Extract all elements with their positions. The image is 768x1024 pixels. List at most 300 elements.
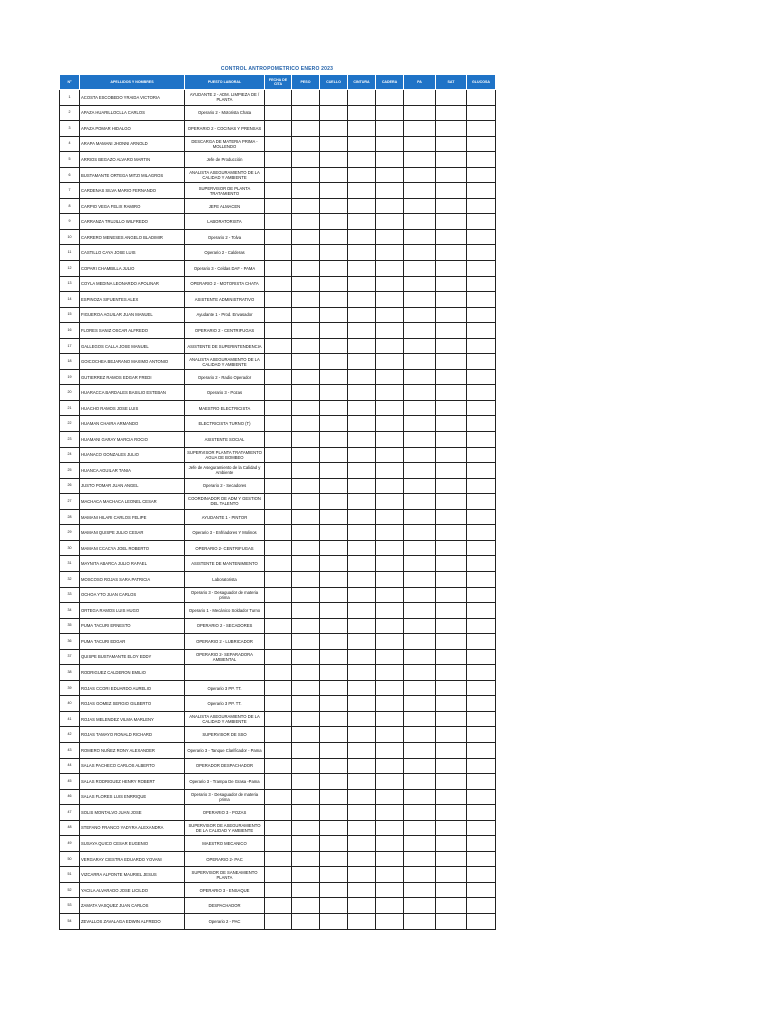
appointment-date-cell[interactable] bbox=[265, 509, 292, 525]
neck-cell[interactable] bbox=[320, 121, 348, 137]
weight-cell[interactable] bbox=[292, 805, 320, 821]
blood-pressure-cell[interactable] bbox=[404, 665, 436, 681]
glucose-cell[interactable] bbox=[467, 540, 496, 556]
saturation-cell[interactable] bbox=[436, 711, 467, 727]
saturation-cell[interactable] bbox=[436, 478, 467, 494]
waist-cell[interactable] bbox=[348, 882, 376, 898]
neck-cell[interactable] bbox=[320, 603, 348, 619]
neck-cell[interactable] bbox=[320, 789, 348, 805]
neck-cell[interactable] bbox=[320, 649, 348, 665]
waist-cell[interactable] bbox=[348, 90, 376, 106]
weight-cell[interactable] bbox=[292, 494, 320, 510]
weight-cell[interactable] bbox=[292, 696, 320, 712]
saturation-cell[interactable] bbox=[436, 229, 467, 245]
neck-cell[interactable] bbox=[320, 540, 348, 556]
hip-cell[interactable] bbox=[376, 540, 404, 556]
waist-cell[interactable] bbox=[348, 198, 376, 214]
neck-cell[interactable] bbox=[320, 587, 348, 603]
saturation-cell[interactable] bbox=[436, 198, 467, 214]
neck-cell[interactable] bbox=[320, 882, 348, 898]
waist-cell[interactable] bbox=[348, 805, 376, 821]
saturation-cell[interactable] bbox=[436, 167, 467, 183]
hip-cell[interactable] bbox=[376, 276, 404, 292]
neck-cell[interactable] bbox=[320, 307, 348, 323]
blood-pressure-cell[interactable] bbox=[404, 354, 436, 370]
waist-cell[interactable] bbox=[348, 836, 376, 852]
neck-cell[interactable] bbox=[320, 556, 348, 572]
neck-cell[interactable] bbox=[320, 898, 348, 914]
weight-cell[interactable] bbox=[292, 478, 320, 494]
saturation-cell[interactable] bbox=[436, 276, 467, 292]
glucose-cell[interactable] bbox=[467, 261, 496, 277]
glucose-cell[interactable] bbox=[467, 680, 496, 696]
weight-cell[interactable] bbox=[292, 385, 320, 401]
saturation-cell[interactable] bbox=[436, 913, 467, 929]
hip-cell[interactable] bbox=[376, 680, 404, 696]
hip-cell[interactable] bbox=[376, 261, 404, 277]
glucose-cell[interactable] bbox=[467, 603, 496, 619]
neck-cell[interactable] bbox=[320, 214, 348, 230]
weight-cell[interactable] bbox=[292, 789, 320, 805]
blood-pressure-cell[interactable] bbox=[404, 276, 436, 292]
hip-cell[interactable] bbox=[376, 882, 404, 898]
hip-cell[interactable] bbox=[376, 618, 404, 634]
glucose-cell[interactable] bbox=[467, 836, 496, 852]
waist-cell[interactable] bbox=[348, 603, 376, 619]
neck-cell[interactable] bbox=[320, 90, 348, 106]
neck-cell[interactable] bbox=[320, 494, 348, 510]
waist-cell[interactable] bbox=[348, 571, 376, 587]
hip-cell[interactable] bbox=[376, 851, 404, 867]
glucose-cell[interactable] bbox=[467, 432, 496, 448]
waist-cell[interactable] bbox=[348, 789, 376, 805]
neck-cell[interactable] bbox=[320, 354, 348, 370]
appointment-date-cell[interactable] bbox=[265, 727, 292, 743]
saturation-cell[interactable] bbox=[436, 105, 467, 121]
neck-cell[interactable] bbox=[320, 805, 348, 821]
waist-cell[interactable] bbox=[348, 432, 376, 448]
glucose-cell[interactable] bbox=[467, 758, 496, 774]
appointment-date-cell[interactable] bbox=[265, 198, 292, 214]
waist-cell[interactable] bbox=[348, 649, 376, 665]
appointment-date-cell[interactable] bbox=[265, 463, 292, 479]
appointment-date-cell[interactable] bbox=[265, 649, 292, 665]
glucose-cell[interactable] bbox=[467, 323, 496, 339]
glucose-cell[interactable] bbox=[467, 696, 496, 712]
waist-cell[interactable] bbox=[348, 758, 376, 774]
appointment-date-cell[interactable] bbox=[265, 913, 292, 929]
hip-cell[interactable] bbox=[376, 229, 404, 245]
hip-cell[interactable] bbox=[376, 758, 404, 774]
waist-cell[interactable] bbox=[348, 898, 376, 914]
neck-cell[interactable] bbox=[320, 665, 348, 681]
glucose-cell[interactable] bbox=[467, 742, 496, 758]
hip-cell[interactable] bbox=[376, 571, 404, 587]
hip-cell[interactable] bbox=[376, 292, 404, 308]
saturation-cell[interactable] bbox=[436, 245, 467, 261]
waist-cell[interactable] bbox=[348, 307, 376, 323]
hip-cell[interactable] bbox=[376, 478, 404, 494]
weight-cell[interactable] bbox=[292, 649, 320, 665]
hip-cell[interactable] bbox=[376, 696, 404, 712]
saturation-cell[interactable] bbox=[436, 525, 467, 541]
appointment-date-cell[interactable] bbox=[265, 665, 292, 681]
hip-cell[interactable] bbox=[376, 509, 404, 525]
weight-cell[interactable] bbox=[292, 214, 320, 230]
blood-pressure-cell[interactable] bbox=[404, 680, 436, 696]
neck-cell[interactable] bbox=[320, 913, 348, 929]
saturation-cell[interactable] bbox=[436, 183, 467, 199]
saturation-cell[interactable] bbox=[436, 851, 467, 867]
glucose-cell[interactable] bbox=[467, 774, 496, 790]
blood-pressure-cell[interactable] bbox=[404, 571, 436, 587]
weight-cell[interactable] bbox=[292, 571, 320, 587]
weight-cell[interactable] bbox=[292, 836, 320, 852]
weight-cell[interactable] bbox=[292, 634, 320, 650]
saturation-cell[interactable] bbox=[436, 898, 467, 914]
waist-cell[interactable] bbox=[348, 338, 376, 354]
blood-pressure-cell[interactable] bbox=[404, 882, 436, 898]
blood-pressure-cell[interactable] bbox=[404, 805, 436, 821]
neck-cell[interactable] bbox=[320, 276, 348, 292]
weight-cell[interactable] bbox=[292, 183, 320, 199]
neck-cell[interactable] bbox=[320, 618, 348, 634]
saturation-cell[interactable] bbox=[436, 571, 467, 587]
appointment-date-cell[interactable] bbox=[265, 214, 292, 230]
weight-cell[interactable] bbox=[292, 556, 320, 572]
appointment-date-cell[interactable] bbox=[265, 136, 292, 152]
glucose-cell[interactable] bbox=[467, 820, 496, 836]
glucose-cell[interactable] bbox=[467, 369, 496, 385]
saturation-cell[interactable] bbox=[436, 867, 467, 883]
appointment-date-cell[interactable] bbox=[265, 618, 292, 634]
saturation-cell[interactable] bbox=[436, 556, 467, 572]
waist-cell[interactable] bbox=[348, 478, 376, 494]
hip-cell[interactable] bbox=[376, 774, 404, 790]
weight-cell[interactable] bbox=[292, 307, 320, 323]
blood-pressure-cell[interactable] bbox=[404, 416, 436, 432]
hip-cell[interactable] bbox=[376, 711, 404, 727]
hip-cell[interactable] bbox=[376, 245, 404, 261]
appointment-date-cell[interactable] bbox=[265, 338, 292, 354]
weight-cell[interactable] bbox=[292, 167, 320, 183]
saturation-cell[interactable] bbox=[436, 261, 467, 277]
hip-cell[interactable] bbox=[376, 742, 404, 758]
neck-cell[interactable] bbox=[320, 774, 348, 790]
hip-cell[interactable] bbox=[376, 913, 404, 929]
saturation-cell[interactable] bbox=[436, 727, 467, 743]
blood-pressure-cell[interactable] bbox=[404, 167, 436, 183]
weight-cell[interactable] bbox=[292, 400, 320, 416]
blood-pressure-cell[interactable] bbox=[404, 323, 436, 339]
neck-cell[interactable] bbox=[320, 136, 348, 152]
neck-cell[interactable] bbox=[320, 867, 348, 883]
glucose-cell[interactable] bbox=[467, 385, 496, 401]
appointment-date-cell[interactable] bbox=[265, 432, 292, 448]
weight-cell[interactable] bbox=[292, 680, 320, 696]
glucose-cell[interactable] bbox=[467, 898, 496, 914]
blood-pressure-cell[interactable] bbox=[404, 540, 436, 556]
saturation-cell[interactable] bbox=[436, 603, 467, 619]
waist-cell[interactable] bbox=[348, 494, 376, 510]
waist-cell[interactable] bbox=[348, 509, 376, 525]
blood-pressure-cell[interactable] bbox=[404, 121, 436, 137]
waist-cell[interactable] bbox=[348, 587, 376, 603]
blood-pressure-cell[interactable] bbox=[404, 245, 436, 261]
neck-cell[interactable] bbox=[320, 432, 348, 448]
hip-cell[interactable] bbox=[376, 152, 404, 168]
saturation-cell[interactable] bbox=[436, 447, 467, 463]
saturation-cell[interactable] bbox=[436, 742, 467, 758]
appointment-date-cell[interactable] bbox=[265, 245, 292, 261]
weight-cell[interactable] bbox=[292, 447, 320, 463]
saturation-cell[interactable] bbox=[436, 836, 467, 852]
blood-pressure-cell[interactable] bbox=[404, 509, 436, 525]
appointment-date-cell[interactable] bbox=[265, 525, 292, 541]
saturation-cell[interactable] bbox=[436, 136, 467, 152]
hip-cell[interactable] bbox=[376, 447, 404, 463]
glucose-cell[interactable] bbox=[467, 665, 496, 681]
waist-cell[interactable] bbox=[348, 354, 376, 370]
weight-cell[interactable] bbox=[292, 229, 320, 245]
weight-cell[interactable] bbox=[292, 774, 320, 790]
glucose-cell[interactable] bbox=[467, 400, 496, 416]
waist-cell[interactable] bbox=[348, 276, 376, 292]
waist-cell[interactable] bbox=[348, 245, 376, 261]
weight-cell[interactable] bbox=[292, 882, 320, 898]
blood-pressure-cell[interactable] bbox=[404, 478, 436, 494]
neck-cell[interactable] bbox=[320, 245, 348, 261]
appointment-date-cell[interactable] bbox=[265, 680, 292, 696]
glucose-cell[interactable] bbox=[467, 229, 496, 245]
neck-cell[interactable] bbox=[320, 323, 348, 339]
hip-cell[interactable] bbox=[376, 587, 404, 603]
waist-cell[interactable] bbox=[348, 727, 376, 743]
weight-cell[interactable] bbox=[292, 851, 320, 867]
appointment-date-cell[interactable] bbox=[265, 400, 292, 416]
appointment-date-cell[interactable] bbox=[265, 478, 292, 494]
glucose-cell[interactable] bbox=[467, 913, 496, 929]
neck-cell[interactable] bbox=[320, 634, 348, 650]
glucose-cell[interactable] bbox=[467, 867, 496, 883]
glucose-cell[interactable] bbox=[467, 478, 496, 494]
hip-cell[interactable] bbox=[376, 121, 404, 137]
weight-cell[interactable] bbox=[292, 525, 320, 541]
saturation-cell[interactable] bbox=[436, 634, 467, 650]
waist-cell[interactable] bbox=[348, 136, 376, 152]
saturation-cell[interactable] bbox=[436, 805, 467, 821]
saturation-cell[interactable] bbox=[436, 758, 467, 774]
appointment-date-cell[interactable] bbox=[265, 882, 292, 898]
neck-cell[interactable] bbox=[320, 680, 348, 696]
blood-pressure-cell[interactable] bbox=[404, 90, 436, 106]
hip-cell[interactable] bbox=[376, 167, 404, 183]
neck-cell[interactable] bbox=[320, 509, 348, 525]
appointment-date-cell[interactable] bbox=[265, 603, 292, 619]
glucose-cell[interactable] bbox=[467, 292, 496, 308]
blood-pressure-cell[interactable] bbox=[404, 727, 436, 743]
hip-cell[interactable] bbox=[376, 90, 404, 106]
hip-cell[interactable] bbox=[376, 556, 404, 572]
neck-cell[interactable] bbox=[320, 369, 348, 385]
waist-cell[interactable] bbox=[348, 525, 376, 541]
appointment-date-cell[interactable] bbox=[265, 758, 292, 774]
appointment-date-cell[interactable] bbox=[265, 587, 292, 603]
hip-cell[interactable] bbox=[376, 634, 404, 650]
weight-cell[interactable] bbox=[292, 509, 320, 525]
weight-cell[interactable] bbox=[292, 727, 320, 743]
weight-cell[interactable] bbox=[292, 292, 320, 308]
appointment-date-cell[interactable] bbox=[265, 105, 292, 121]
hip-cell[interactable] bbox=[376, 198, 404, 214]
blood-pressure-cell[interactable] bbox=[404, 338, 436, 354]
weight-cell[interactable] bbox=[292, 432, 320, 448]
glucose-cell[interactable] bbox=[467, 354, 496, 370]
weight-cell[interactable] bbox=[292, 152, 320, 168]
weight-cell[interactable] bbox=[292, 758, 320, 774]
weight-cell[interactable] bbox=[292, 742, 320, 758]
hip-cell[interactable] bbox=[376, 105, 404, 121]
glucose-cell[interactable] bbox=[467, 307, 496, 323]
neck-cell[interactable] bbox=[320, 385, 348, 401]
appointment-date-cell[interactable] bbox=[265, 261, 292, 277]
saturation-cell[interactable] bbox=[436, 323, 467, 339]
glucose-cell[interactable] bbox=[467, 571, 496, 587]
saturation-cell[interactable] bbox=[436, 416, 467, 432]
glucose-cell[interactable] bbox=[467, 245, 496, 261]
appointment-date-cell[interactable] bbox=[265, 307, 292, 323]
saturation-cell[interactable] bbox=[436, 400, 467, 416]
weight-cell[interactable] bbox=[292, 820, 320, 836]
appointment-date-cell[interactable] bbox=[265, 183, 292, 199]
weight-cell[interactable] bbox=[292, 618, 320, 634]
saturation-cell[interactable] bbox=[436, 463, 467, 479]
saturation-cell[interactable] bbox=[436, 820, 467, 836]
waist-cell[interactable] bbox=[348, 463, 376, 479]
waist-cell[interactable] bbox=[348, 851, 376, 867]
appointment-date-cell[interactable] bbox=[265, 789, 292, 805]
blood-pressure-cell[interactable] bbox=[404, 432, 436, 448]
appointment-date-cell[interactable] bbox=[265, 711, 292, 727]
blood-pressure-cell[interactable] bbox=[404, 307, 436, 323]
neck-cell[interactable] bbox=[320, 836, 348, 852]
glucose-cell[interactable] bbox=[467, 494, 496, 510]
waist-cell[interactable] bbox=[348, 369, 376, 385]
waist-cell[interactable] bbox=[348, 618, 376, 634]
saturation-cell[interactable] bbox=[436, 354, 467, 370]
neck-cell[interactable] bbox=[320, 758, 348, 774]
glucose-cell[interactable] bbox=[467, 649, 496, 665]
waist-cell[interactable] bbox=[348, 711, 376, 727]
appointment-date-cell[interactable] bbox=[265, 742, 292, 758]
saturation-cell[interactable] bbox=[436, 307, 467, 323]
saturation-cell[interactable] bbox=[436, 369, 467, 385]
appointment-date-cell[interactable] bbox=[265, 354, 292, 370]
waist-cell[interactable] bbox=[348, 634, 376, 650]
blood-pressure-cell[interactable] bbox=[404, 556, 436, 572]
blood-pressure-cell[interactable] bbox=[404, 913, 436, 929]
waist-cell[interactable] bbox=[348, 323, 376, 339]
glucose-cell[interactable] bbox=[467, 136, 496, 152]
waist-cell[interactable] bbox=[348, 416, 376, 432]
hip-cell[interactable] bbox=[376, 649, 404, 665]
appointment-date-cell[interactable] bbox=[265, 121, 292, 137]
appointment-date-cell[interactable] bbox=[265, 276, 292, 292]
appointment-date-cell[interactable] bbox=[265, 634, 292, 650]
waist-cell[interactable] bbox=[348, 105, 376, 121]
blood-pressure-cell[interactable] bbox=[404, 136, 436, 152]
waist-cell[interactable] bbox=[348, 680, 376, 696]
appointment-date-cell[interactable] bbox=[265, 292, 292, 308]
appointment-date-cell[interactable] bbox=[265, 385, 292, 401]
blood-pressure-cell[interactable] bbox=[404, 587, 436, 603]
appointment-date-cell[interactable] bbox=[265, 696, 292, 712]
hip-cell[interactable] bbox=[376, 665, 404, 681]
weight-cell[interactable] bbox=[292, 245, 320, 261]
neck-cell[interactable] bbox=[320, 463, 348, 479]
weight-cell[interactable] bbox=[292, 540, 320, 556]
appointment-date-cell[interactable] bbox=[265, 494, 292, 510]
appointment-date-cell[interactable] bbox=[265, 556, 292, 572]
glucose-cell[interactable] bbox=[467, 105, 496, 121]
blood-pressure-cell[interactable] bbox=[404, 214, 436, 230]
weight-cell[interactable] bbox=[292, 898, 320, 914]
waist-cell[interactable] bbox=[348, 385, 376, 401]
saturation-cell[interactable] bbox=[436, 789, 467, 805]
neck-cell[interactable] bbox=[320, 447, 348, 463]
glucose-cell[interactable] bbox=[467, 338, 496, 354]
neck-cell[interactable] bbox=[320, 261, 348, 277]
saturation-cell[interactable] bbox=[436, 292, 467, 308]
neck-cell[interactable] bbox=[320, 478, 348, 494]
hip-cell[interactable] bbox=[376, 789, 404, 805]
blood-pressure-cell[interactable] bbox=[404, 105, 436, 121]
saturation-cell[interactable] bbox=[436, 509, 467, 525]
hip-cell[interactable] bbox=[376, 898, 404, 914]
blood-pressure-cell[interactable] bbox=[404, 183, 436, 199]
waist-cell[interactable] bbox=[348, 400, 376, 416]
appointment-date-cell[interactable] bbox=[265, 447, 292, 463]
glucose-cell[interactable] bbox=[467, 556, 496, 572]
glucose-cell[interactable] bbox=[467, 276, 496, 292]
appointment-date-cell[interactable] bbox=[265, 540, 292, 556]
hip-cell[interactable] bbox=[376, 820, 404, 836]
glucose-cell[interactable] bbox=[467, 882, 496, 898]
hip-cell[interactable] bbox=[376, 385, 404, 401]
weight-cell[interactable] bbox=[292, 711, 320, 727]
hip-cell[interactable] bbox=[376, 338, 404, 354]
neck-cell[interactable] bbox=[320, 742, 348, 758]
glucose-cell[interactable] bbox=[467, 634, 496, 650]
weight-cell[interactable] bbox=[292, 354, 320, 370]
hip-cell[interactable] bbox=[376, 867, 404, 883]
weight-cell[interactable] bbox=[292, 463, 320, 479]
blood-pressure-cell[interactable] bbox=[404, 463, 436, 479]
hip-cell[interactable] bbox=[376, 525, 404, 541]
blood-pressure-cell[interactable] bbox=[404, 494, 436, 510]
blood-pressure-cell[interactable] bbox=[404, 369, 436, 385]
blood-pressure-cell[interactable] bbox=[404, 385, 436, 401]
weight-cell[interactable] bbox=[292, 867, 320, 883]
appointment-date-cell[interactable] bbox=[265, 416, 292, 432]
glucose-cell[interactable] bbox=[467, 416, 496, 432]
waist-cell[interactable] bbox=[348, 696, 376, 712]
hip-cell[interactable] bbox=[376, 432, 404, 448]
waist-cell[interactable] bbox=[348, 292, 376, 308]
neck-cell[interactable] bbox=[320, 727, 348, 743]
blood-pressure-cell[interactable] bbox=[404, 696, 436, 712]
glucose-cell[interactable] bbox=[467, 587, 496, 603]
